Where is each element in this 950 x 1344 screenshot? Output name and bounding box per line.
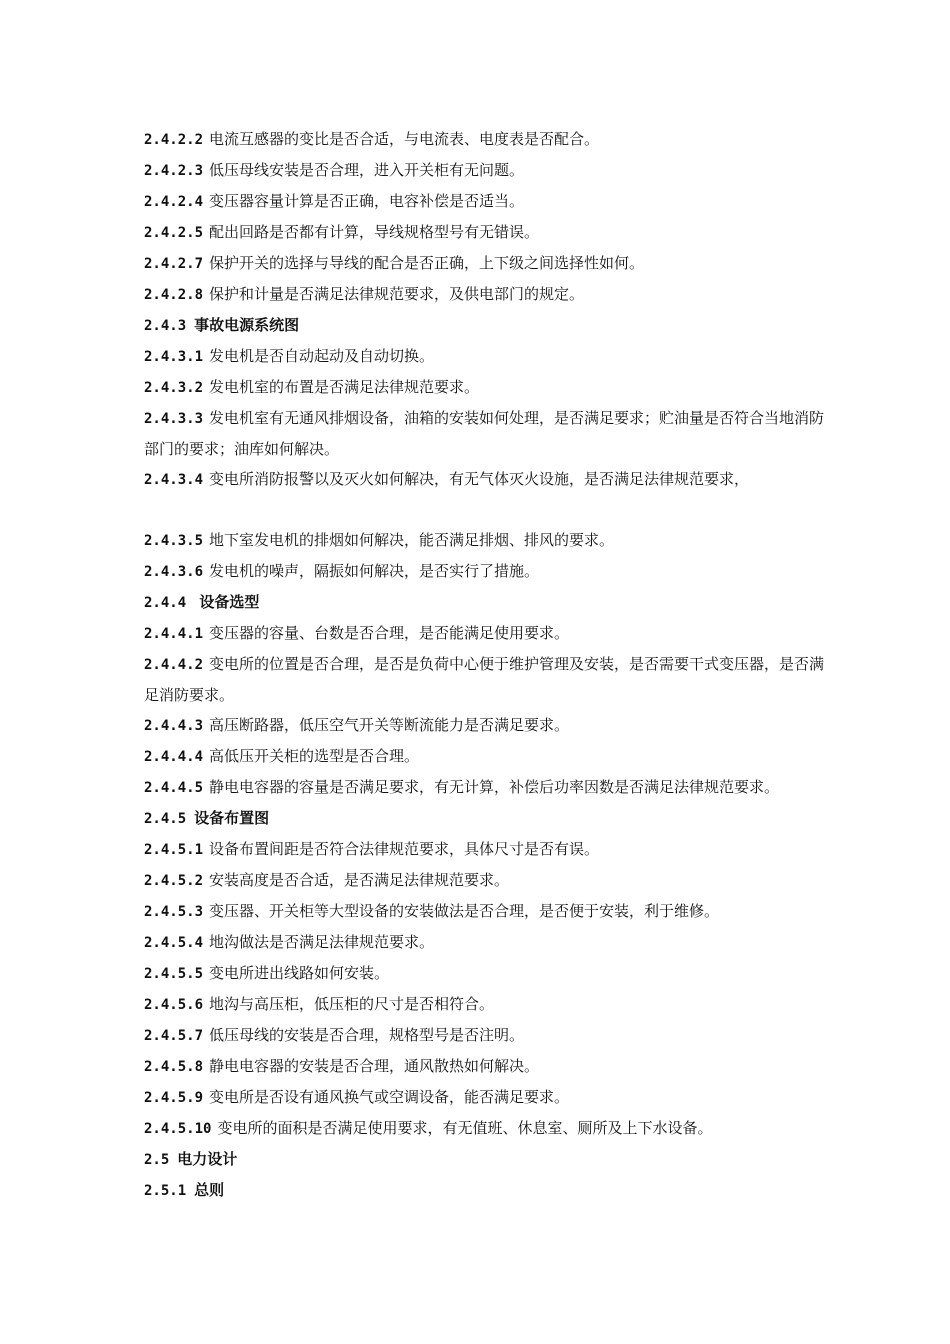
clause-text: 低压母线的安装是否合理，规格型号是否注明。	[209, 1026, 525, 1044]
clause-number: 2.4.4.3	[144, 718, 204, 734]
section-number: 2.4.3	[144, 318, 187, 334]
clause-text: 静电电容器的容量是否满足要求，有无计算，补偿后功率因数是否满足法律规范要求。	[209, 778, 780, 796]
clause	[144, 556, 834, 587]
clause-text: 变电所的位置是否合理，是否是负荷中心便于维护管理及安装，是否需要干式变压器，是否满足消防要求。	[144, 655, 825, 704]
clause-number: 2.4.5.6	[144, 997, 204, 1013]
clause-text: 变压器的容量、台数是否合理，是否能满足使用要求。	[209, 624, 570, 642]
section-number: 2.4.5	[144, 811, 187, 827]
clause-number: 2.4.5.9	[144, 1090, 204, 1106]
clause	[144, 618, 834, 649]
section-title: 设备选型	[194, 593, 260, 611]
clause-number: 2.4.3.6	[144, 564, 204, 580]
clause-number: 2.4.2.8	[144, 287, 204, 303]
clause-text: 地下室发电机的排烟如何解决，能否满足排烟、排风的要求。	[209, 531, 615, 549]
clause	[144, 155, 834, 186]
clause	[144, 865, 834, 896]
clause-number: 2.4.2.3	[144, 163, 204, 179]
clause	[144, 186, 834, 217]
clause-number: 2.4.5.5	[144, 966, 204, 982]
section-heading	[144, 1144, 834, 1175]
clause	[144, 896, 834, 927]
clause-text: 发电机是否自动起动及自动切换。	[209, 347, 435, 365]
clause	[144, 927, 834, 958]
clause-number: 2.4.3.3	[144, 411, 204, 427]
clause-text: 地沟与高压柜，低压柜的尺寸是否相符合。	[209, 995, 495, 1013]
clause	[144, 958, 834, 989]
clause	[144, 649, 834, 710]
clause-number: 2.4.4.2	[144, 657, 204, 673]
section-title: 事故电源系统图	[194, 316, 300, 334]
section-title: 电力设计	[177, 1150, 238, 1168]
section-heading	[144, 803, 834, 834]
clause-text: 发电机室的布置是否满足法律规范要求。	[209, 378, 480, 396]
clause-number: 2.4.2.7	[144, 256, 204, 272]
clause-text: 变电所消防报警以及灭火如何解决，有无气体灭火设施，是否满足法律规范要求，	[209, 470, 750, 488]
clause-number: 2.4.3.4	[144, 472, 204, 488]
section-title: 设备布置图	[194, 809, 270, 827]
section-number: 2.4.4	[144, 595, 187, 611]
clause-text: 发电机室有无通风排烟设备，油箱的安装如何处理，是否满足要求；贮油量是否符合当地消防部门的要求；油库如何解决。	[144, 409, 825, 458]
section-number: 2.5.1	[144, 1183, 187, 1199]
clause	[144, 217, 834, 248]
clause-text: 高压断路器，低压空气开关等断流能力是否满足要求。	[209, 716, 570, 734]
clause-text: 设备布置间距是否符合法律规范要求，具体尺寸是否有误。	[209, 840, 600, 858]
clause-text: 变电所是否设有通风换气或空调设备，能否满足要求。	[209, 1088, 570, 1106]
clause-number: 2.4.2.4	[144, 194, 204, 210]
clause	[144, 710, 834, 741]
section-heading	[144, 310, 834, 341]
clause-number: 2.4.5.10	[144, 1121, 212, 1137]
clause-number: 2.4.2.2	[144, 132, 204, 148]
clause	[144, 403, 834, 464]
clause-number: 2.4.2.5	[144, 225, 204, 241]
clause-text: 发电机的噪声，隔振如何解决，是否实行了措施。	[209, 562, 540, 580]
clause	[144, 124, 834, 155]
clause	[144, 1113, 834, 1144]
clause	[144, 525, 834, 556]
clause	[144, 741, 834, 772]
clause	[144, 772, 834, 803]
clause	[144, 248, 834, 279]
clause	[144, 989, 834, 1020]
clause-number: 2.4.5.2	[144, 873, 204, 889]
clause-text: 高低压开关柜的选型是否合理。	[209, 747, 420, 765]
clause-number: 2.4.5.7	[144, 1028, 204, 1044]
clause	[144, 372, 834, 403]
clause-text: 配出回路是否都有计算，导线规格型号有无错误。	[209, 223, 540, 241]
clause-number: 2.4.4.5	[144, 780, 204, 796]
clause-number: 2.4.4.1	[144, 626, 204, 642]
clause-text: 电流互感器的变比是否合适，与电流表、电度表是否配合。	[209, 130, 600, 148]
clause-number: 2.4.5.3	[144, 904, 204, 920]
clause-number: 2.4.3.2	[144, 380, 204, 396]
clause-number: 2.4.3.1	[144, 349, 204, 365]
section-title: 总则	[194, 1181, 225, 1199]
blank-line	[144, 495, 834, 525]
clause-text: 保护和计量是否满足法律规范要求，及供电部门的规定。	[209, 285, 585, 303]
clause	[144, 834, 834, 865]
clause-text: 静电电容器的安装是否合理，通风散热如何解决。	[209, 1057, 540, 1075]
clause-text: 变电所的面积是否满足使用要求，有无值班、休息室、厕所及上下水设备。	[217, 1119, 713, 1137]
document-body	[144, 124, 834, 1206]
clause-text: 保护开关的选择与导线的配合是否正确，上下级之间选择性如何。	[209, 254, 645, 272]
clause	[144, 279, 834, 310]
clause-number: 2.4.4.4	[144, 749, 204, 765]
clause-number: 2.4.5.8	[144, 1059, 204, 1075]
clause-text: 变压器、开关柜等大型设备的安装做法是否合理，是否便于安装，利于维修。	[209, 902, 720, 920]
clause	[144, 1051, 834, 1082]
clause-number: 2.4.3.5	[144, 533, 204, 549]
clause-text: 变压器容量计算是否正确，电容补偿是否适当。	[209, 192, 525, 210]
clause-number: 2.4.5.4	[144, 935, 204, 951]
section-heading	[144, 1175, 834, 1206]
section-heading	[144, 587, 834, 618]
clause-number: 2.4.5.1	[144, 842, 204, 858]
clause-text: 地沟做法是否满足法律规范要求。	[209, 933, 435, 951]
clause-text: 低压母线安装是否合理，进入开关柜有无问题。	[209, 161, 525, 179]
clause-text: 变电所进出线路如何安装。	[209, 964, 390, 982]
clause	[144, 464, 834, 495]
clause	[144, 341, 834, 372]
section-number: 2.5	[144, 1152, 170, 1168]
clause	[144, 1082, 834, 1113]
clause	[144, 1020, 834, 1051]
clause-text: 安装高度是否合适，是否满足法律规范要求。	[209, 871, 510, 889]
